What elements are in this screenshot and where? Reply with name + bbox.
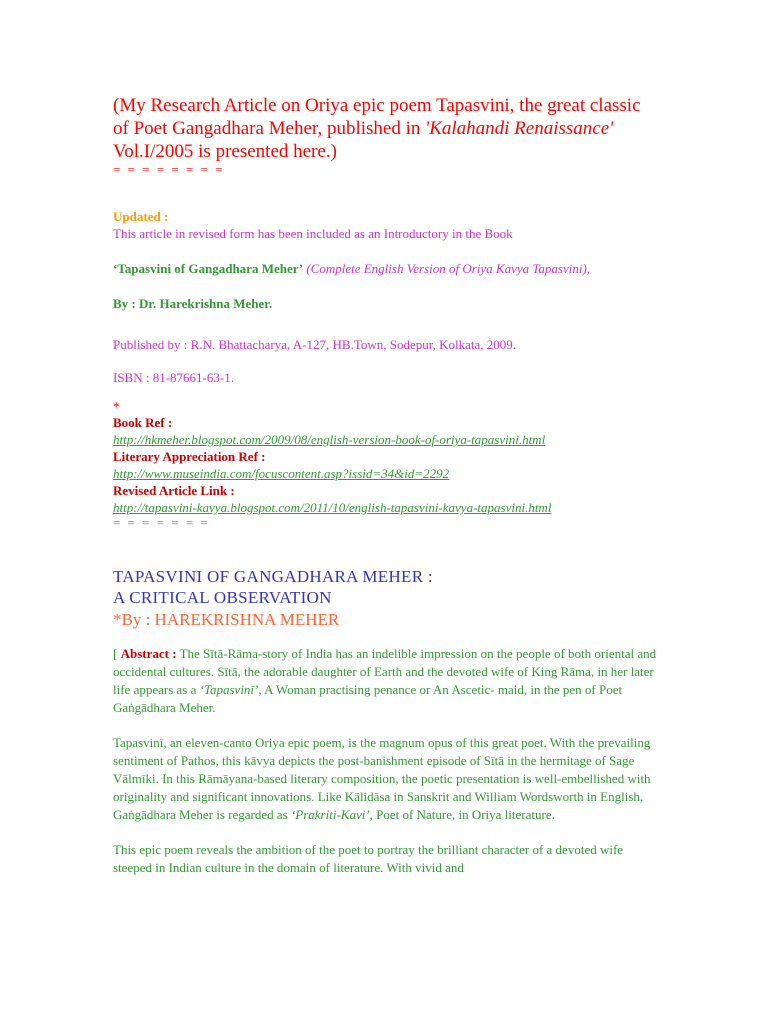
paragraph-2 — [113, 734, 658, 824]
book-title: ‘Tapasvini of Gangadhara Meher’ — [113, 261, 304, 276]
ref-link-appreciation[interactable]: http://www.museindia.com/focuscontent.asp?issid=34&id=2292 — [113, 466, 450, 481]
separator: = = = = = = = = — [113, 162, 225, 177]
ref-label-appreciation: Literary Appreciation Ref : — [113, 449, 266, 464]
article-byline: *By : HAREKRISHNA MEHER — [113, 610, 340, 629]
updated-label: Updated : — [113, 209, 169, 224]
journal-name: 'Kalahandi Renaissance' — [425, 118, 614, 139]
publisher-info: Published by : R.N. Bhattacharya, A-127, HB.Town, Sodepur, Kolkata, 2009. — [113, 337, 516, 352]
p2-text-a: Tapasvinī, an eleven-canto Oriya epic poem, is the magnum opus of this great poet. With the prevailing sentiment of Pathos, this kāvya depicts the post-banishment episode of Sītā in the hermitage of Sage Vālmīki. In this Rāmāyana-based literary composition, the poetic presentation is well-embellished with originality and significant innovations. Like Kālidāsa in Sanskrit and William Wordsworth in English, Gaṅgādhara Meher is regarded as — [113, 735, 651, 822]
intro-part2: Vol.I/2005 is presented here.) — [113, 141, 337, 162]
article-title-line1: TAPASVINI OF GANGADHARA MEHER : — [113, 567, 433, 586]
p2-text-b: Poet of Nature, in Oriya literature. — [372, 807, 555, 822]
paragraph-3: This epic poem reveals the ambition of the poet to portray the brilliant character of a devoted wife steeped in Indian culture in the domain of literature. With vivid and — [113, 842, 624, 875]
ref-label-revised: Revised Article Link : — [113, 483, 235, 498]
separator-2: = = = = = = = — [113, 515, 210, 530]
ref-link-book[interactable]: http://hkmeher.blogspot.com/2009/08/english-version-book-of-oriya-tapasvini.html — [113, 432, 546, 447]
p1-text-b: A Woman practising penance or An Ascetic- maid, in the pen of Poet Gaṅgādhara Meher. — [113, 682, 623, 715]
book-byline: By : Dr. Harekrishna Meher. — [113, 296, 273, 311]
asterisk: * — [113, 399, 120, 414]
book-title-line — [113, 260, 658, 278]
p1-term: ‘Tapasvinī’, — [199, 682, 262, 697]
abstract-bracket: [ — [113, 646, 121, 661]
references — [113, 414, 658, 530]
intro-part1: (My Research Article on Oriya epic poem Tapasvini, the great classic of Poet Gangadhara Meher, published in — [113, 95, 641, 139]
isbn: ISBN : 81-87661-63-1. — [113, 370, 234, 385]
updated-text: This article in revised form has been included as an Introductory in the Book — [113, 226, 513, 241]
article-title — [113, 566, 658, 608]
book-subtitle: (Complete English Version of Oriya Kavya Tapasvini), — [306, 261, 591, 276]
p1-text-a: The Sītā-Rāma-story of India has an indelible impression on the people of both oriental and occidental cultures. Sītā, the adorable daughter of Earth and the devoted wife of King Rāma, in her later life appears as a — [113, 646, 657, 697]
abstract-label: Abstract : — [120, 646, 177, 661]
document-page — [113, 94, 658, 894]
article-body — [113, 645, 658, 877]
ref-label-book: Book Ref : — [113, 415, 173, 430]
article-title-line2: A CRITICAL OBSERVATION — [113, 588, 332, 607]
p2-term: ‘Prakriti-Kavi’, — [290, 807, 373, 822]
ref-link-revised[interactable]: http://tapasvini-kavya.blogspot.com/2011/10/english-tapasvini-kavya-tapasvini.html — [113, 500, 552, 515]
intro-note — [113, 94, 658, 163]
paragraph-abstract — [113, 645, 658, 717]
